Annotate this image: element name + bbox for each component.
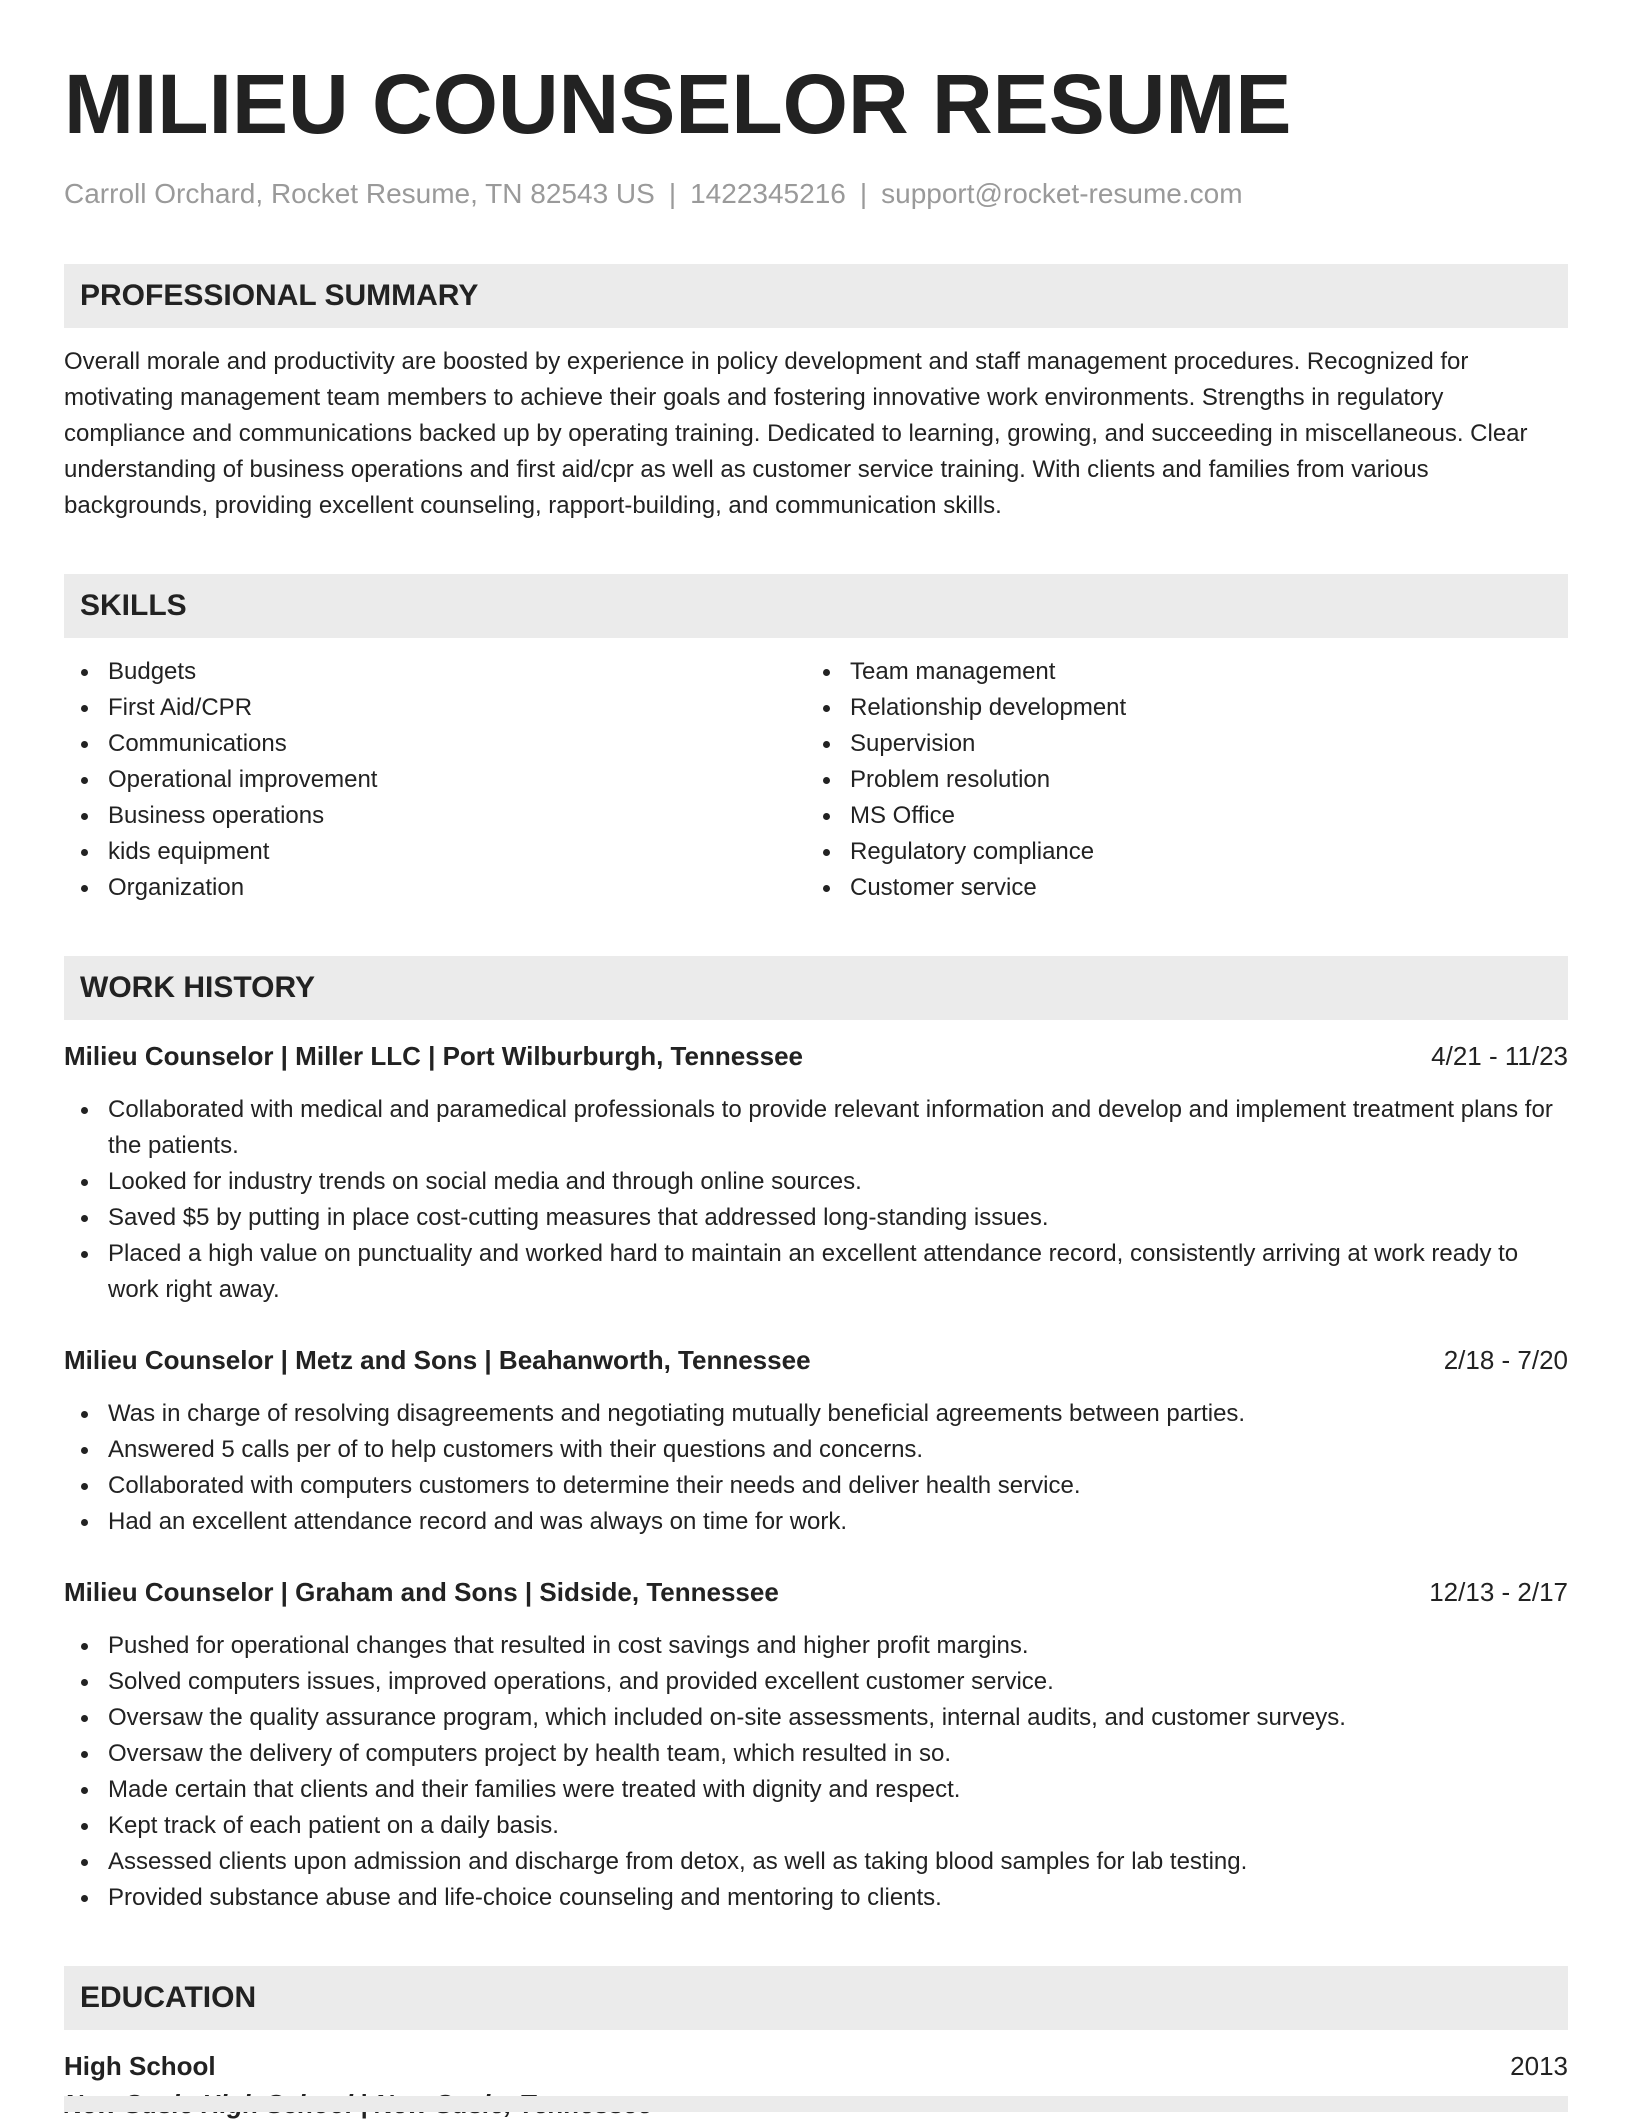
skill-item: MS Office [806, 798, 1548, 834]
skill-item: Customer service [806, 870, 1548, 906]
next-section-header-edge [64, 2096, 1568, 2112]
job-entry [64, 1574, 1568, 1916]
skill-item: Problem resolution [806, 762, 1548, 798]
job-title: Milieu Counselor | Graham and Sons | Sidside, Tennessee [64, 1577, 779, 1607]
job-dates: 2/18 - 7/20 [1443, 1345, 1568, 1375]
skill-item: Organization [64, 870, 806, 906]
job-bullet: Saved $5 by putting in place cost-cutting measures that addressed long-standing issues. [64, 1200, 1568, 1236]
skill-item: Budgets [64, 654, 806, 690]
skills-column-right [806, 654, 1548, 906]
job-bullet: Provided substance abuse and life-choice counseling and mentoring to clients. [64, 1880, 1568, 1916]
job-header [64, 1574, 1568, 1610]
job-bullet: Oversaw the quality assurance program, which included on-site assessments, internal audits, and customer surveys. [64, 1700, 1568, 1736]
job-bullet: Oversaw the delivery of computers project by health team, which resulted in so. [64, 1736, 1568, 1772]
job-bullet: Assessed clients upon admission and discharge from detox, as well as taking blood samples for lab testing. [64, 1844, 1568, 1880]
resume-title: MILIEU COUNSELOR RESUME [64, 57, 1292, 151]
contact-separator: | [859, 178, 868, 209]
skill-item: Relationship development [806, 690, 1548, 726]
section-header-summary: PROFESSIONAL SUMMARY [64, 264, 1568, 328]
job-bullet: Had an excellent attendance record and was always on time for work. [64, 1504, 1568, 1540]
job-header [64, 1038, 1568, 1074]
skill-item: kids equipment [64, 834, 806, 870]
skills-column-left [64, 654, 806, 906]
skill-item: Supervision [806, 726, 1548, 762]
job-bullet: Was in charge of resolving disagreements and negotiating mutually beneficial agreements between parties. [64, 1396, 1568, 1432]
job-bullets [64, 1396, 1568, 1540]
job-bullet: Answered 5 calls per of to help customers with their questions and concerns. [64, 1432, 1568, 1468]
job-bullet: Kept track of each patient on a daily basis. [64, 1808, 1568, 1844]
job-entry [64, 1038, 1568, 1308]
education-header [64, 2048, 1568, 2084]
education-year: 2013 [1510, 2051, 1568, 2081]
job-bullet: Placed a high value on punctuality and worked hard to maintain an excellent attendance record, consistently arriving at work ready to work right away. [64, 1236, 1568, 1308]
job-bullet: Collaborated with medical and paramedical professionals to provide relevant information and develop and implement treatment plans for the patients. [64, 1092, 1568, 1164]
skill-item: Communications [64, 726, 806, 762]
contact-line [64, 176, 1568, 212]
job-title: Milieu Counselor | Miller LLC | Port Wilburburgh, Tennessee [64, 1041, 804, 1071]
summary-text: Overall morale and productivity are boosted by experience in policy development and staff management procedures. Recognized for motivating management team members to achieve their goals and fostering innovative work environments. Strengths in regulatory compliance and communications backed up by operating training. Dedicated to learning, growing, and succeeding in miscellaneous. Clear understanding of business operations and first aid/cpr as well as customer service training. With clients and families from various backgrounds, providing excellent counseling, rapport-building, and communication skills. [64, 348, 1528, 519]
section-header-education: EDUCATION [64, 1966, 1568, 2030]
contact-separator: | [668, 178, 677, 209]
job-bullets [64, 1628, 1568, 1916]
contact-address: Carroll Orchard, Rocket Resume, TN 82543 US [64, 178, 655, 209]
contact-phone: 1422345216 [690, 178, 846, 209]
skill-item: Business operations [64, 798, 806, 834]
job-bullet: Solved computers issues, improved operations, and provided excellent customer service. [64, 1664, 1568, 1700]
skills-list [64, 654, 1568, 906]
skill-item: Operational improvement [64, 762, 806, 798]
job-bullet: Looked for industry trends on social media and through online sources. [64, 1164, 1568, 1200]
job-dates: 12/13 - 2/17 [1429, 1577, 1568, 1607]
section-header-work-history: WORK HISTORY [64, 956, 1568, 1020]
job-bullet: Pushed for operational changes that resulted in cost savings and higher profit margins. [64, 1628, 1568, 1664]
contact-email: support@rocket-resume.com [881, 178, 1243, 209]
job-title: Milieu Counselor | Metz and Sons | Beahanworth, Tennessee [64, 1345, 811, 1375]
job-dates: 4/21 - 11/23 [1431, 1041, 1568, 1071]
section-header-skills: SKILLS [64, 574, 1568, 638]
job-bullet: Collaborated with computers customers to determine their needs and deliver health service. [64, 1468, 1568, 1504]
job-header [64, 1342, 1568, 1378]
job-bullets [64, 1092, 1568, 1308]
education-degree: High School [64, 2051, 216, 2081]
job-entry [64, 1342, 1568, 1540]
skill-item: Regulatory compliance [806, 834, 1548, 870]
skill-item: First Aid/CPR [64, 690, 806, 726]
job-bullet: Made certain that clients and their families were treated with dignity and respect. [64, 1772, 1568, 1808]
skill-item: Team management [806, 654, 1548, 690]
